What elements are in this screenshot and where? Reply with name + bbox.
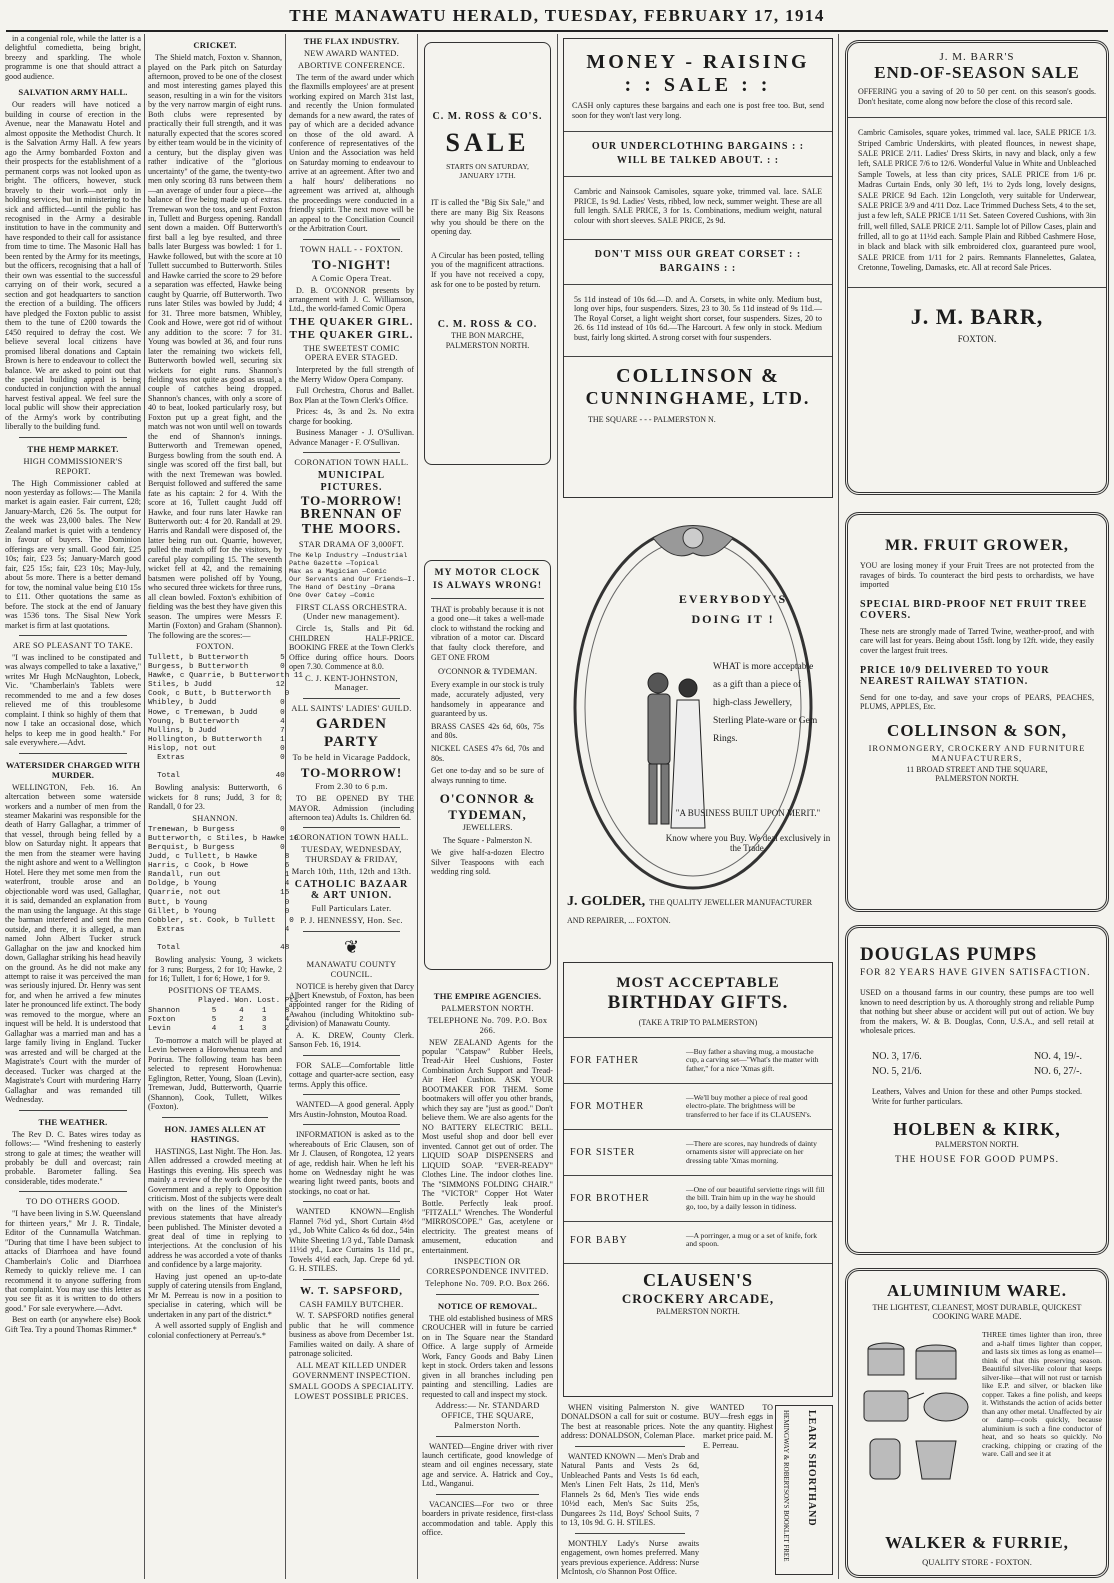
couple-figure	[648, 673, 705, 828]
clausen-arcade: CROCKERY ARCADE,	[621, 1290, 775, 1306]
birthday-row-suggestion: —A porringer, a mug or a set of knife, fork and spoon.	[686, 1231, 818, 1249]
bazaar-more: Full Particulars Later.	[311, 904, 392, 914]
divider	[303, 698, 400, 699]
birthday-row-recipient: FOR SISTER	[570, 1147, 636, 1159]
ross-starts: STARTS ON SATURDAY, JANUARY 17TH.	[446, 162, 529, 181]
positions-table: Played. Won. Lost. Pts. Shannon 5 4 1 8 Foxton 5 2 3 4 Levin 4 1 3 2	[148, 997, 303, 1033]
divider	[19, 437, 127, 438]
divider	[303, 239, 400, 240]
divider	[19, 1110, 127, 1111]
waterside-heading: WATERSIDER CHARGED WITH MURDER.	[5, 759, 141, 780]
garden-party-title: GARDEN PARTY	[315, 716, 387, 750]
eggs-notice: WANTED TO BUY—fresh eggs in any quantity. Highest market price paid. M. E. Perreau.	[703, 1403, 773, 1450]
pictures-prices: Circle 1s, Stalls and Pit 6d. CHILDREN HALF-PRICE. BOOKING FREE at the Town Clerk's Office during office hours. Doors open 7.30. Commence at 8.0.	[289, 624, 414, 672]
pictures-orchestra: FIRST CLASS ORCHESTRA. (Under new management).	[295, 602, 408, 622]
bazaar-signature: P. J. HENNESSY, Hon. Sec.	[300, 915, 403, 925]
ross-text: IT is called the "Big Six Sale," and there are many Big Six Reasons why you should be there on the opening day.	[431, 198, 544, 237]
birthday-rows	[564, 1037, 832, 1259]
masthead-rule	[6, 30, 1108, 32]
pump-price: NO. 5, 21/6.	[872, 1065, 922, 1077]
town-hall-prices: Prices: 4s, 3s and 2s. No extra charge for booking.	[289, 407, 414, 426]
ross-footer: C. M. ROSS & CO.	[437, 319, 538, 331]
quaker-girl-title: THE QUAKER GIRL.	[289, 328, 414, 341]
golder-quote: "A BUSINESS BUILT UPON MERIT."	[675, 808, 821, 818]
shannon-bowling: Bowling analysis: Young, 3 wickets for 3 runs; Burgess, 2 for 10; Hawke, 2 for 16; Tullett, 1 for 6; Howe, 1 for 9.	[148, 955, 282, 984]
shorthand-text: LEARN SHORTHAND	[806, 1410, 817, 1527]
salvation-article: Our readers will have noticed a building in course of erection in the Avenue, near the Manawatu Hotel and almost opposite the Methodist Church. It is the Salvation Army Hall. A few years ago the Army bombarded Foxton and their prospects for the establishment of a permanent corps was not looked upon as bright. The officers, however, stuck bravely to their work—not only in holding services, but in ministering to the sick and afflicted—until the public has recognised in the Army a desirable institution to have in the community and have responded to their call for assistance from time to time. The Masonic Hall has been rented by the Army for its meetings, but the officers, recognising that a hall of their own was essential to the successful carrying on of their work, secured a section and got headquarters to sanction the erection of a building. The officers have pledged the Foxton public to assist them to the tune of £200 towards the £450 required to defray the cost. We believe several local citizens have promised liberal donations and Captain Brown is here to endeavour to collect the balance. We are asked to point out that the special building appeal is being conducted in conjunction with the annual harvest festival appeal. We feel sure the local public will show their appreciation of the Army's work by contributing liberally to the building fund.	[5, 100, 141, 432]
catering-notice: Having just opened an up-to-date supply of catering utensils from England, Mr M. Perreau is now in a position to specialise in catering, which will be undertaken in any part of the district.*	[148, 1271, 282, 1319]
barr-footer-name: J. M. BARR,	[910, 303, 1044, 329]
golder-text: WHAT is more acceptable as a gift than a piece of high-class Jewellery, Sterling Plate-ware or Gem Rings.	[713, 662, 818, 745]
column-rule	[557, 34, 558, 1579]
empire-inspection: INSPECTION OR CORRESPONDENCE INVITED.	[426, 1257, 549, 1277]
fruit-send: Send for one to-day, and save your crops of PEARS, PEACHES, PLUMS, APPLES, Etc.	[860, 692, 1094, 712]
empire-telephone: Telephone No. 709. P.O. Box 266.	[425, 1278, 550, 1288]
garden-party-tomorrow: TO-MORROW!	[300, 765, 403, 781]
birthday-row	[564, 1129, 832, 1175]
column-2	[148, 34, 303, 1581]
golder-heading: DOING IT !	[691, 612, 775, 626]
barr-intro: OFFERING you a saving of 20 to 50 per cent. on this season's goods. Don't hesitate, come along now before the close of this record sale.	[858, 87, 1096, 106]
divider	[436, 1294, 539, 1295]
birthday-subtitle: (TAKE A TRIP TO PALMERSTON)	[638, 1018, 758, 1027]
birthday-title: MOST ACCEPTABLE	[616, 975, 780, 991]
money-raising-sale: : : SALE : :	[624, 74, 772, 96]
removal-address: Address:— Nr. STANDARD OFFICE, THE SQUARE, Palmerston North.	[435, 1401, 540, 1430]
ross-footer: PALMERSTON NORTH.	[445, 340, 530, 350]
good-heading: TO DO OTHERS GOOD.	[26, 1197, 120, 1207]
divider	[19, 753, 127, 754]
divider	[303, 1094, 400, 1095]
birthday-row-suggestion: —Buy father a shaving mug, a moustache cup, a carving set—"What's the matter with father," for a nice 'Xmas gift.	[686, 1047, 819, 1073]
birthday-row-suggestion: —One of our beautiful serviette rings will fill the bill. Train him up in the way he should go, too, by a daily lesson in tidiness.	[686, 1185, 825, 1211]
corset-text: 5s 11d instead of 10s 6d.—D. and A. Corsets, in white only. Medium bust, long over hips, four suspenders. Sizes, 23 to 30. 5s 11d instead of 9s 11d.—The Royal Corset, a light weight short corset, four suspenders. Sizes, 20 to 26. 6s 11d instead of 10s 6d.—The Harcourt. A few only in stock. Medium bust, fairly long skirted. A strong corset with four suspenders.	[574, 294, 822, 342]
town-hall-sweetest: THE SWEETEST COMIC OPERA EVER STAGED.	[303, 343, 400, 363]
pumps-title: DOUGLAS PUMPS	[860, 944, 1038, 965]
aluminium-subtitle: THE LIGHTEST, CLEANEST, MOST DURABLE, QUICKEST COOKING WARE MADE.	[872, 1303, 1082, 1321]
birthday-row-suggestion: —There are scores, nay hundreds of dainty ornaments sister will appreciate on her dressing table 'Xmas morning.	[686, 1139, 817, 1165]
foxton-scores-table: Tullett, b Butterworth 5 Burgess, b Butterworth 0 Hawke, c Quarrie, b Butterworth 11 Stiles, b Judd 12 Cook, c Butt, b Butterworth 0 Whibley, b Judd 0 Howe, c Tremewan, b Judd 0 Young, b Butterworth 4 Mullins, b Judd 7 Hollington, b Butterworth 1 Hislop, not out 0 Extras 0 Total 40	[148, 653, 303, 781]
tydeman-trade: JEWELLERS.	[462, 822, 513, 833]
motor-clock-ad	[424, 560, 551, 970]
pumps-leathers: Leathers, Valves and Union for these and other Pumps stocked. Write for further particulars.	[872, 1086, 1082, 1106]
pumps-subtitle: FOR 82 YEARS HAVE GIVEN SATISFACTION.	[860, 968, 1091, 978]
positions-heading: POSITIONS OF TEAMS.	[168, 985, 262, 995]
tea-advert: Best on earth (or anywhere else) Book Gift Tea. Try a pound Thomas Rimmer.*	[5, 1315, 141, 1334]
birthday-row	[564, 1083, 832, 1129]
allen-heading: HON. JAMES ALLEN AT HASTINGS.	[164, 1123, 266, 1144]
divider	[303, 1201, 400, 1202]
aluminium-title: ALUMINIUM WARE.	[887, 1281, 1067, 1300]
barr-footer-town: FOXTON.	[957, 333, 997, 344]
motor-clock-nickel: NICKEL CASES 47s 6d, 70s and 80s.	[431, 743, 544, 763]
foxton-scores-heading: FOXTON.	[195, 642, 234, 652]
walker-name: WALKER & FURRIE,	[885, 1533, 1069, 1552]
pictures-manager: C. J. KENT-JOHNSTON, Manager.	[305, 673, 398, 693]
sapsford-notice: W. T. SAPSFORD notifies general public that he will commence business as above from December 1st. Families waited on daily. A share of patronage solicited.	[289, 1311, 414, 1359]
collinson-son-name: COLLINSON & SON,	[887, 720, 1067, 740]
collinson-son-trade: IRONMONGERY, CROCKERY AND FURNITURE MANUFACTURERS,	[868, 742, 1086, 763]
divider	[436, 1436, 539, 1437]
masthead: THE MANAWATU HERALD, TUESDAY, FEBRUARY 17, 1914	[289, 6, 825, 25]
holben-name: HOLBEN & KIRK,	[893, 1119, 1061, 1140]
pleasant-heading: ARE SO PLEASANT TO TAKE.	[12, 641, 134, 650]
pictures-hall: CORONATION TOWN HALL.	[294, 458, 409, 468]
flax-article: The term of the award under which the flaxmills employees' are at present working expired on March 31st last, and recently the Union formulated demands for a new award, the rates of pay of which are a decided advance on those of the old award. A conference of representatives of the Union and the Association was held on Saturday morning to endeavour to arrive at an agreement. After two and a half hours' deliberations no agreement was arrived at, although the proceedings were conducted in a friendly spirit. The next move will be an appeal to the Conciliation Council or the Arbitration Court.	[289, 72, 414, 234]
holben-town: PALMERSTON NORTH.	[935, 1140, 1019, 1150]
pump-price: NO. 6, 27/-.	[1033, 1065, 1082, 1077]
divider	[436, 1494, 539, 1495]
pictures-programme: The Kelp Industry —Industrial Pathe Gazette —Topical Max as a Magician —Comic Our Servants and Our Friends—I. The Hand of Destiny —Drama One Over Catey —Comic	[289, 551, 416, 601]
sapsford-small: SMALL GOODS A SPECIALITY. LOWEST POSSIBLE PRICES.	[289, 1382, 414, 1402]
walker-store: QUALITY STORE - FOXTON.	[922, 1557, 1032, 1567]
weather-heading: THE WEATHER.	[38, 1116, 108, 1127]
salvation-heading: SALVATION ARMY HALL.	[18, 87, 128, 98]
divider	[303, 1055, 400, 1056]
positions-article: To-morrow a match will be played at Levin between a Horowhenua team and Porirua. The following team has been selected to represent Horowhenua: Eglington, Retter, Young, Sloan (Levin), Tremewan, Judd, Butterworth, Quarrie (Shannon), Cook, Tullett, Wilkes (Foxton).	[148, 1035, 282, 1112]
bazaar-days: TUESDAY, WEDNESDAY, THURSDAY & FRIDAY,	[301, 845, 402, 865]
divider	[303, 1279, 400, 1280]
fruit-title: MR. FRUIT GROWER,	[885, 537, 1069, 554]
weather-article: The Rev D. C. Bates wires today as follows:— "Wind freshening to easterly strong to gale at times; the weather will probably be dull and overcast; rain probable. Barometer falling. Sea considerable, tides moderate."	[5, 1129, 141, 1186]
column-4-lower	[422, 985, 553, 1575]
flax-subheading: ABORTIVE CONFERENCE.	[298, 60, 405, 70]
ross-sale-ad	[424, 42, 551, 465]
tydeman-name: TYDEMAN,	[448, 806, 527, 822]
golder-know: Know where you Buy. We deal exclusively in the Trade.	[665, 833, 831, 853]
fruit-grower-ad	[845, 512, 1109, 912]
flax-heading: THE FLAX INDUSTRY.	[303, 36, 400, 46]
cricket-article: The Shield match, Foxton v. Shannon, played on the Park pitch on Saturday afternoon, proved to be one of the closest and most interesting games played this season, resulting in a win for the visitors by the very narrow margin of eight runs. Both clubs were represented by practically their full strength, and it was naturally expected that the scores scored by either team would be in the vicinity of a century, but the display given was rather indicative of the "glorious uncertainty" of the game, the twenty-two men only scoring 83 runs between them—an average of under four a piece—the balance of five being made up of extras. Tremewan won the toss, and sent Foxton in, Tullett and Burgess opening. Randall sent down a maiden. Off Butterworth's first ball a leg bye resulted, and three balls later Burgess was bowled: 1 for 1. Hawke followed, but with the score at 10 Tullett succumbed to Butterworth. Stiles and Hawke carried the score to 29 before a separation was effected, Hawke being caught by Quarrie, off Butterworth. Two runs later Stiles was bowled by Judd; 4 for 31. Three more batsmen, Whibley, Cook and Howe, were got rid of without any addition to the score: 7 for 31. Young was bowled at 36, and four runs later the remaining two wickets fell, Butterworth bowled well, securing six wickets for eight runs. Shannon's fielding was not quite as good as usual, a couple of catches being dropped. Shannon's chances, with only a score of 40 to beat, looked particularly rosy, but Foxton put up a great fight, and the match was not won until well on towards the end of Shannon's innings. Butterworth and Tremewan opened, Burgess bowling from the south end. A single was scored off the first ball, but with the next Tremewan was bowled. Berquist followed and suffered the same fate as his captain: 2 for 4. With the score at 16, Tullett caught Judd off Hawke, and four runs later Hawke ran Butterworth out: 4 for 20. Randall at 29. Harris and Randall were disposed of, the latter being run out. Quarrie, however, pulled the match off for the visitors, by careful play compiling 15. The seventh wicket fell at 42, and the remaining batsmen were polished off by Young, who secured three wickets for three runs, all clean bowled. Foxton's exhibition of fielding was the best they have given this season. The umpires were Messrs F. Martin (Foxton) and Graham (Shannon). The following are the scores:—	[148, 53, 282, 640]
money-raising-text: CASH only captures these bargains and each one is post free too. But, send soon for they won't last very long.	[572, 101, 824, 120]
column-rule	[417, 34, 418, 1579]
divider	[19, 1191, 127, 1192]
wanted-known-notice: WANTED KNOWN—English Flannel 7½d yd., Short Curtain 4½d yd., Job White Calico 4s 6d doz., 54in White Sheeting 1/3 yd., Table Damask 11½d yd., Lace Curtains 1s 11d pr., Towels 4½d each, Jap. Crepe 6d yd. G. H. STILES.	[289, 1207, 414, 1274]
collinson-son-town: PALMERSTON NORTH.	[935, 773, 1019, 783]
vacancies-notice: VACANCIES—For two or three boarders in private residence, first-class accommodation and table. Apply this office.	[422, 1499, 553, 1538]
theatre-intro: in a congenial role, while the latter is a delightful comedietta, being bright, breezy and sparkling. The whole programme is one that should attract a good audience.	[5, 34, 141, 81]
garden-party-admission: TO BE OPENED BY THE MAYOR. Admission (including afternoon tea) Adults 1s. Children 6d.	[289, 794, 414, 822]
wanted-general-notice: WANTED—A good general. Apply Mrs Austin-Johnston, Moutoa Road.	[289, 1100, 414, 1119]
for-sale-notice: FOR SALE—Comfortable little cottage and quarter-acre section, easy terms. Apply this office.	[289, 1060, 414, 1089]
birthday-row	[564, 1175, 832, 1221]
money-raising-title: MONEY - RAISING	[586, 51, 810, 73]
golder-name: J. GOLDER,	[567, 894, 646, 909]
collinson-address: THE SQUARE - - - PALMERSTON N.	[588, 414, 716, 424]
birthday-gifts-ad	[563, 962, 833, 1397]
pictures-tomorrow: TO-MORROW!	[300, 493, 403, 509]
column-rule	[285, 34, 286, 1579]
garden-party-time: From 2.30 to 6 p.m.	[315, 782, 388, 792]
tydeman-address: The Square - Palmerston N.	[442, 835, 533, 845]
fruit-price: PRICE 10/9 DELIVERED TO YOUR NEAREST RAILWAY STATION.	[860, 664, 1050, 687]
engine-driver-notice: WANTED—Engine driver with river launch certificate, good knowledge of steam and oil engines necessary, state age and service. A. Hatrick and Coy., Ltd., Wanganui.	[422, 1441, 553, 1489]
removal-text: THE old established business of MRS CROUCHER will in future be carried on in The Square near the Standard Office. A large supply of Armeide Work, Fancy Goods and Baby Linen kept in stock. Orders taken and lessons given in all branches including pen painting and stencilling. Ladies are requested to call and inspect my stock.	[422, 1313, 553, 1399]
motor-clock-text: THAT is probably because it is not a good one—it takes a well-made clock to withstand the rocking and vibration of a motor car. Discard that faulty clock therefore, and GET ONE FROM	[431, 604, 544, 662]
removal-heading: NOTICE OF REMOVAL.	[437, 1300, 538, 1311]
birthday-row-recipient: FOR FATHER	[570, 1055, 639, 1067]
collinson-son-address: 11 BROAD STREET AND THE SQUARE,	[906, 764, 1048, 774]
barr-title: END-OF-SEASON SALE	[874, 63, 1080, 82]
foxton-bowling: Bowling analysis: Butterworth, 6 wickets for 8 runs; Judd, 3 for 8; Randall, 0 for 23.	[148, 783, 282, 812]
fruit-nets: These nets are strongly made of Tarred Twine, weather-proof, and with care will last for years. Being about 15sft. long by 12ft. wide, they easily cover the largest fruit trees.	[860, 626, 1094, 655]
cricket-heading: CRICKET.	[193, 40, 237, 50]
empire-text: NEW ZEALAND Agents for the popular "Catspaw" Rubber Heels, Tread-Air Heel Cushions, Foster Combination Arch Support and Tread-Air Heel Cushion. ASK YOUR BOOTMAKER FOR THEM. Some bootmakers will offer you other brands, which they say are "just as good." Don't believe them. We are also agents for the NO BATTERY ELECTRIC BELL. Most useful shop and door bell ever invented. Cannot get out of order. The LIQUID SOAP DISPENSERS and LIQUID SOAP. "EVER-READY" Clothes Line. The indoor clothes line. The "SIMMONS FOLDING CHAIR." The "VICTOR" Copper Hot Water Bottle. Perfectly leak proof. "FITZALL" Wrenches. The Wonderful "MIRROSCOPE." Gas, acetylene or electricity. The greatest means of amusement, education and entertainment.	[422, 1037, 553, 1255]
pictures-star: STAR DRAMA OF 3,000FT.	[298, 539, 405, 549]
motor-clock-heading: MY MOTOR CLOCK IS ALWAYS WRONG!	[431, 567, 544, 599]
town-hall-tonight: TO-NIGHT!	[311, 256, 392, 272]
divider	[303, 1124, 400, 1125]
town-hall-managers: Business Manager - J. O'Sullivan. Advance Manager - F. O'Sullivan.	[289, 428, 414, 447]
fruit-special: SPECIAL BIRD-PROOF NET FRUIT TREE COVERS.	[860, 598, 1088, 621]
empire-heading: THE EMPIRE AGENCIES.	[433, 991, 542, 1001]
hemp-subheading: HIGH COMMISSIONER'S REPORT.	[23, 456, 123, 476]
good-advert: "I have been living in S.W. Queensland for thirteen years," Mr J. R. Tindale, Editor of the Cunnamulla Watchman. "During that time I have been subject to attacks of Diarrhoea and have found Chamberlain's Colic and Diarrhoea Remedy to quickly relieve me. I can recommend it to anyone suffering from that complaint. You may use this letter as you see fit as it is written to do others good." For sale everywhere.—Advt.	[5, 1209, 141, 1313]
pump-price-list	[848, 1047, 1106, 1081]
ross-circular: A Circular has been posted, telling you of the magnificent attractions. If you have not received a copy, ask for one to be posted by return.	[431, 250, 544, 289]
clausen-name: CLAUSEN'S	[642, 1269, 754, 1290]
birthday-row-recipient: FOR BABY	[570, 1234, 628, 1246]
golder-heading: EVERYBODY'S	[678, 592, 788, 606]
council-heading: MANAWATU COUNTY COUNCIL.	[306, 959, 397, 979]
town-hall-interpreted: Interpreted by the full strength of the Merry Widow Opera Company.	[289, 365, 414, 384]
empire-subheading: PALMERSTON NORTH.	[441, 1004, 534, 1014]
underclothing-heading: OUR UNDERCLOTHING BARGAINS : : WILL BE TALKED ABOUT. : :	[591, 141, 805, 167]
pump-price: NO. 4, 19/-.	[1033, 1050, 1082, 1062]
divider	[575, 1446, 685, 1447]
town-hall-orchestra: Full Orchestra, Chorus and Ballet. Box Plan at the Town Clerk's Office.	[289, 386, 414, 405]
town-hall-treat: A Comic Opera Treat.	[311, 273, 392, 283]
town-hall-presents: D. B. O'CONNOR presents by arrangement with J. C. Williamson, Ltd., the world-famed Comic Opera	[289, 285, 414, 314]
pleasant-advert: "I was inclined to be constipated and was always compelled to take a laxative," writes Mr Hugh McNaughton, Lobeck, Vic. "Chamberlain's Tablets were recommended to me and a few doses relieved me of this troublesome complaint. I think so highly of them that now I take an occasional dose, which helps to keep me in good health." For sale everywhere.—Advt.	[5, 652, 141, 748]
shorthand-ad	[775, 1405, 833, 1575]
hemp-article: The High Commissioner cabled at noon yesterday as follows:— The Manila market is again easier. Fair current, £28; January-March, £26 5s. The output for the week was 23,000 bales. The New Zealand market is quiet with a tendency in favour of buyers. The Dominion offerings are very small. Good fair, £25 10s; fair, £23 5s; January-March good fair, £25 15s; fair, £23 10s; May-July, about 5s more. There is a better demand for tow, the nominal value being £10 15s to £11. Other quotations the same as before. The stock at the end of January was 1536 tons. The Sisal New York market is firm at last quotations.	[5, 478, 141, 630]
pictures-feature: BRENNAN OF THE MOORS.	[300, 507, 403, 538]
crest-icon: ❦	[343, 936, 360, 957]
sapsford-meat: ALL MEAT KILLED UNDER GOVERNMENT INSPECTION.	[292, 1360, 411, 1380]
golder-subtitle: THE QUALITY JEWELLER MANUFACTURER AND REPAIRER, ... FOXTON.	[567, 898, 813, 925]
motor-clock-brass: BRASS CASES 42s 6d, 60s, 75s and 80s.	[431, 721, 544, 741]
pumps-text: USED on a thousand farms in our country, these pumps are too well known to need description by us. A thoroughly strong and reliable Pump that nothing but sheer abuse or accident will put out of action. We buy from the makers, W. & B. Douglas, Conn, U.S.A., and sell retail at wholesale prices.	[860, 988, 1094, 1036]
nurse-notice: MONTHLY Lady's Nurse awaits engagement, own homes preferred. Many years previous experience. Address: Nurse McIntosh, c/o Shannon Post Office.	[561, 1538, 699, 1577]
barr-items: Cambric Camisoles, square yokes, trimmed val. lace, SALE PRICE 1/3. Striped Cambric Underskirts, with pleated flounces, in newest shape, SALE PRICE 2/11. Ladies' Dress Skirts, in navy and black, only a few left, SALE PRICE 7/6 to 12/6. Wonderful Value in White and Unbleached Sample Towels, at less than city prices, SALE PRICE from 1/6 pr. Madras Curtain Ends, only 30 left, 1½ to 2yds long, lovely designs, SALE PRICE 9d Each. 12in Longcloth, very suitable for Underwear, SALE PRICE 3/9 and 4/11 Doz. Lace Trimmed Duchess Sets, 4 to the set, just a few left, SALE PRICE 1/11 Set. Sateen Covered Cushions, with 3in frill, well filled, SALE PRICE 2/11. Sample lot of Pillow Cases, plain and frilled, all to go at 11½d each. Sample Plain and Ribbed Cashmere Hose, in black and black with silk embroidered clox, guaranteed pure wool, SALE PRICE from 1/11 for 2 pairs. Remnants Flannelettes, Galatea, Cretonne, Toweling, Damasks, etc. All at record Sale Prices.	[858, 128, 1096, 273]
corset-heading: DON'T MISS OUR GREAT CORSET : : BARGAINS : :	[594, 248, 802, 274]
douglas-pumps-ad	[845, 925, 1109, 1255]
tydeman-spoons: We give half-a-dozen Electro Silver Teaspoons with each wedding ring sold.	[431, 848, 544, 877]
collinson-title: COLLINSON &	[616, 364, 780, 387]
divider	[303, 452, 400, 453]
cookware-illustration	[856, 1329, 976, 1499]
divider	[303, 931, 400, 932]
donaldson-notice: WHEN visiting Palmerston N. give DONALDSON a call for suit or costume. The best at reasonable prices. Note the address: DONALDSON, Coleman Place.	[561, 1403, 699, 1441]
tydeman-name: O'CONNOR &	[439, 791, 536, 807]
pump-price: NO. 3, 17/6.	[872, 1050, 922, 1062]
motor-clock-get: Get one to-day and so be sure of always running to time.	[431, 766, 544, 785]
pictures-title: MUNICIPAL PICTURES.	[317, 469, 386, 493]
ross-footer: THE BON MARCHE,	[451, 331, 524, 341]
allen-article: HASTINGS, Last Night. The Hon. Jas. Allen addressed a crowded meeting at Hastings this evening. His speech was mainly a review of the work done by the Government and a reply to Opposition criticism. Most of the subjects were dealt with on the lines of the Minister's previous statements that have already been published. The Minister devoted a great deal of time in replying to interjections. At the conclusion of his address he was accorded a vote of thanks and confidence by a large majority.	[148, 1146, 282, 1270]
birthday-row	[564, 1221, 832, 1259]
birthday-row-recipient: FOR BROTHER	[570, 1193, 650, 1205]
golder-ad	[563, 508, 833, 948]
council-signature: A. K. DREW, County Clerk. Sanson Feb. 16, 1914.	[289, 1030, 414, 1050]
divider	[575, 1533, 685, 1534]
motor-clock-from: O'CONNOR & TYDEMAN.	[438, 666, 537, 677]
garden-party-venue: To be held in Vicarage Paddock,	[292, 753, 411, 763]
bazaar-title: CATHOLIC BAZAAR & ART UNION.	[294, 878, 409, 902]
barr-sale-ad	[845, 40, 1109, 495]
column-3	[289, 34, 414, 1581]
waterside-article: WELLINGTON, Feb. 16. An altercation between some waterside workers and a number of men from the steamer Makarini was responsible for the death of Harry Gallaghar, a trimmer of that vessel, through being felled by a blow on Saturday night. It appears that the men from the steamer were having the night ashore and went to a Wellington Hotel. Here they met some men from the waterfront, trouble arose and an objectionable word was used, Gallaghar, it is said, demanded an explanation from the man using the language. At this stage the barman interfered and sent the men outside, and there, it is alleged, a man named John Albert Tucker struck Gallaghar on the jaw and knocked him down, Gallaghar striking his head heavily on the ground. As he did not make any attempt to raise it was perceived the man was seriously injured. Dr. Henry was sent for, and when he arrived a few minutes later he pronounced life extinct. The body was removed to the morgue, where an inquest will be held. It is understood that Gallaghar was a married man and has a large family living in England. Tucker was arrested and will be charged at the Magistrate's Court with the murder of deceased. Tucker was charged at the Magistrate's Court with murdering Harry Gallaghar and was remanded till Wednesday.	[5, 782, 141, 1105]
empire-telephone: TELEPHONE No. 709. P.O. Box 266.	[427, 1015, 548, 1035]
column-rule	[838, 34, 839, 1579]
booklet-text: HEMINGWAY & ROBERTSON'S BOOKLET FREE	[782, 1410, 790, 1562]
motor-clock-stock: Every example in our stock is truly made, accurately adjusted, very handsomely in appearance and guaranteed by us.	[431, 680, 544, 719]
birthday-row-suggestion: —We'll buy mother a piece of real good electro-plate. The brightness will be transferred to her face if its CLAUSEN's.	[686, 1093, 812, 1119]
holben-slogan: THE HOUSE FOR GOOD PUMPS.	[894, 1155, 1060, 1166]
aluminium-ad	[845, 1268, 1109, 1578]
confectionery-notice: A well assorted supply of English and colonial confectionery at Perreau's.*	[148, 1321, 282, 1340]
sapsford-title: W. T. SAPSFORD,	[299, 1284, 404, 1297]
fruit-text: YOU are losing money if your Fruit Trees are not protected from the ravages of birds. To counteract the bird pests to orchardists, we have imported	[860, 561, 1094, 590]
wanted-mens-notice: WANTED KNOWN — Men's Drab and Natural Pants and Vests 2s 6d, Unbleached Pants and Vests 1s 6d each, Men's Linen Felt Hats, 2s 11d, Men's Flannels 2s 6d, Men's Ties wide ends 10½d each, Men's Sac Suits 25s, Dungarees 2s 11d, Boys' School Suits, 7 to 13, 10s 9d. G. H. STILES.	[561, 1451, 699, 1528]
shannon-scores-table: Tremewan, b Burgess 0 Butterworth, c Stiles, b Hawke 10 Berquist, b Burgess 0 Judd, c Tullett, b Hawke 8 Harris, c Cook, b Howe 6 Randall, run out 1 Doldge, b Young 4 Quarrie, not out 15 Butt, b Young 0 Gillet, b Young 0 Cobbler, st. Cook, b Tullett 0 Extras 4 Total 48	[148, 825, 299, 953]
shannon-scores-heading: SHANNON.	[192, 813, 238, 823]
bazaar-dates: March 10th, 11th, 12th and 13th.	[291, 866, 412, 876]
divider	[303, 827, 400, 828]
ross-sale-word: SALE	[445, 128, 530, 157]
information-notice: INFORMATION is asked as to the whereabouts of Eric Clausen, son of Mr J. Clausen, of Rongotea, 12 years of age, reddish hair. When he left his home on Wednesday night he was wearing light tweed pants, boots and stockings, no coat or hat.	[289, 1130, 414, 1196]
town-hall-heading: TOWN HALL - - FOXTON.	[299, 244, 404, 254]
quaker-girl-title: THE QUAKER GIRL.	[289, 315, 414, 328]
collinson-title: CUNNINGHAME, LTD.	[585, 387, 811, 408]
flax-subheading: NEW AWARD WANTED.	[303, 49, 400, 59]
column-rule	[144, 34, 145, 1579]
divider	[19, 635, 127, 636]
bazaar-hall: CORONATION TOWN HALL.	[294, 833, 409, 843]
barr-heading: J. M. BARR'S	[939, 51, 1015, 63]
column-1	[5, 34, 141, 1581]
birthday-title: BIRTHDAY GIFTS.	[607, 992, 789, 1013]
ross-title: C. M. ROSS & CO'S.	[432, 111, 543, 122]
eggs-notice-column	[703, 1403, 773, 1575]
underclothing-text: Cambric and Nainsook Camisoles, square yoke, trimmed val. lace. SALE PRICE, 1s 9d. Ladies' Vests, ribbed, low neck, summer weight. These are all full length. SALE PRICE, 3 for 1s. Combinations, medium weight, natural colour with short sleeves. SALE PRICE, 2s 9d.	[574, 187, 822, 225]
birthday-row-recipient: FOR MOTHER	[570, 1101, 645, 1113]
money-raising-ad	[563, 38, 833, 498]
birthday-row	[564, 1037, 832, 1083]
hemp-heading: THE HEMP MARKET.	[27, 443, 119, 454]
divider	[162, 1117, 268, 1118]
aluminium-text: THREE times lighter than iron, three and a-half times lighter than copper, and lasts six times as long as enamel—think of that this preserving season. Beautiful silver-like colour that keeps silver-like—that will not rust or tarnish like E.P. and silver, or blacken like copper. Takes a fine polish, and keeps it. Withstands the action of acids better than any other metal. Unaffected by air or damp—cools quickly, because aluminium is such a fine conductor of heat, and so heats so quickly. No cracking, chipping or crazing of the ware. Call and see it at	[982, 1330, 1102, 1458]
column-5-lower	[561, 1403, 699, 1575]
council-notice: NOTICE is hereby given that Darcy Albert Knewstub, of Foxton, has been appointed ranger for the Riding of Awahou (including Whitoktino sub-division) of Manawatu County.	[289, 981, 414, 1029]
clausen-address: PALMERSTON NORTH.	[656, 1306, 740, 1316]
guild-heading: ALL SAINTS' LADIES' GUILD.	[291, 704, 412, 714]
sapsford-subtitle: CASH FAMILY BUTCHER.	[299, 1299, 404, 1309]
